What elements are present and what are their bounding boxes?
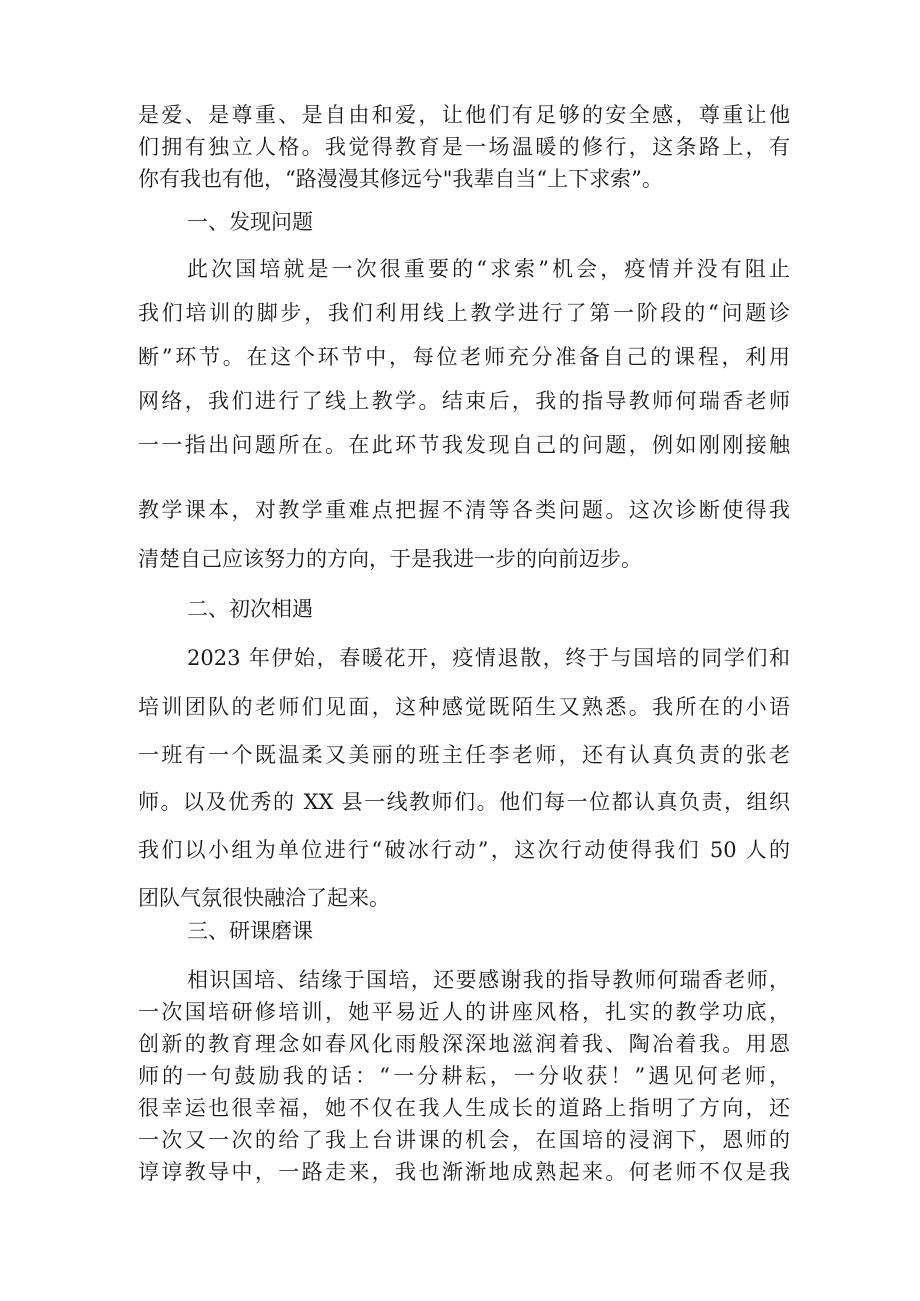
- text-line: 创新的教育理念如春风化雨般深深地滋润着我、陶冶着我。用恩: [138, 1032, 790, 1056]
- text-line: 很幸运也很幸福，她不仅在我人生成长的道路上指明了方向，还: [138, 1096, 790, 1120]
- text-line: 相识国培、结缘于国培，还要感谢我的指导教师何瑞香老师，: [187, 968, 790, 992]
- text-line: 一班有一个既温柔又美丽的班主任李老师，还有认真负责的张老: [138, 743, 790, 767]
- text-line: 培训团队的老师们见面，这种感觉既陌生又熟悉。我所在的小语: [138, 695, 790, 719]
- section-heading-1: 一、发现问题: [187, 210, 313, 234]
- text-line: 师的一句鼓励我的话：“一分耕耘，一分收获！”遇见何老师，: [138, 1064, 790, 1088]
- text-line: 我们以小组为单位进行“破冰行动”，这次行动使得我们 50 人的: [138, 838, 790, 862]
- section-heading-2: 二、初次相遇: [187, 597, 313, 621]
- text-line: 清楚自己应该努力的方向，于是我进一步的向前迈步。: [138, 547, 642, 571]
- text-line: 是爱、是尊重、是自由和爱，让他们有足够的安全感，尊重让他: [138, 103, 790, 127]
- text-line: 你有我也有他，“路漫漫其修远兮"我辈自当“上下求索”。: [138, 167, 663, 191]
- text-line: 断”环节。在这个环节中，每位老师充分准备自己的课程，利用: [138, 345, 790, 369]
- section-heading-3: 三、研课磨课: [187, 919, 313, 943]
- text-line: 我们培训的脚步，我们利用线上教学进行了第一阶段的“问题诊: [138, 301, 790, 325]
- text-line: 一一指出问题所在。在此环节我发现自己的问题，例如刚刚接触: [138, 433, 790, 457]
- text-line: 师。以及优秀的 XX 县一线教师们。他们每一位都认真负责，组织: [138, 790, 790, 814]
- text-line: 团队气氛很快融洽了起来。: [138, 886, 390, 910]
- text-line: 一次又一次的给了我上台讲课的机会，在国培的浸润下，恩师的: [138, 1128, 790, 1152]
- text-line: 们拥有独立人格。我觉得教育是一场温暖的修行，这条路上，有: [138, 135, 790, 159]
- text-line: 一次国培研修培训，她平易近人的讲座风格，扎实的教学功底，: [138, 1000, 790, 1024]
- text-line: 教学课本，对教学重难点把握不清等各类问题。这次诊断使得我: [138, 498, 790, 522]
- text-line: 网络，我们进行了线上教学。结束后，我的指导教师何瑞香老师: [138, 389, 790, 413]
- text-line: 2023 年伊始，春暖花开，疫情退散，终于与国培的同学们和: [187, 646, 790, 670]
- text-line: 谆谆教导中，一路走来，我也渐渐地成熟起来。何老师不仅是我: [138, 1160, 790, 1184]
- text-line: 此次国培就是一次很重要的“求索”机会，疫情并没有阻止: [187, 257, 790, 281]
